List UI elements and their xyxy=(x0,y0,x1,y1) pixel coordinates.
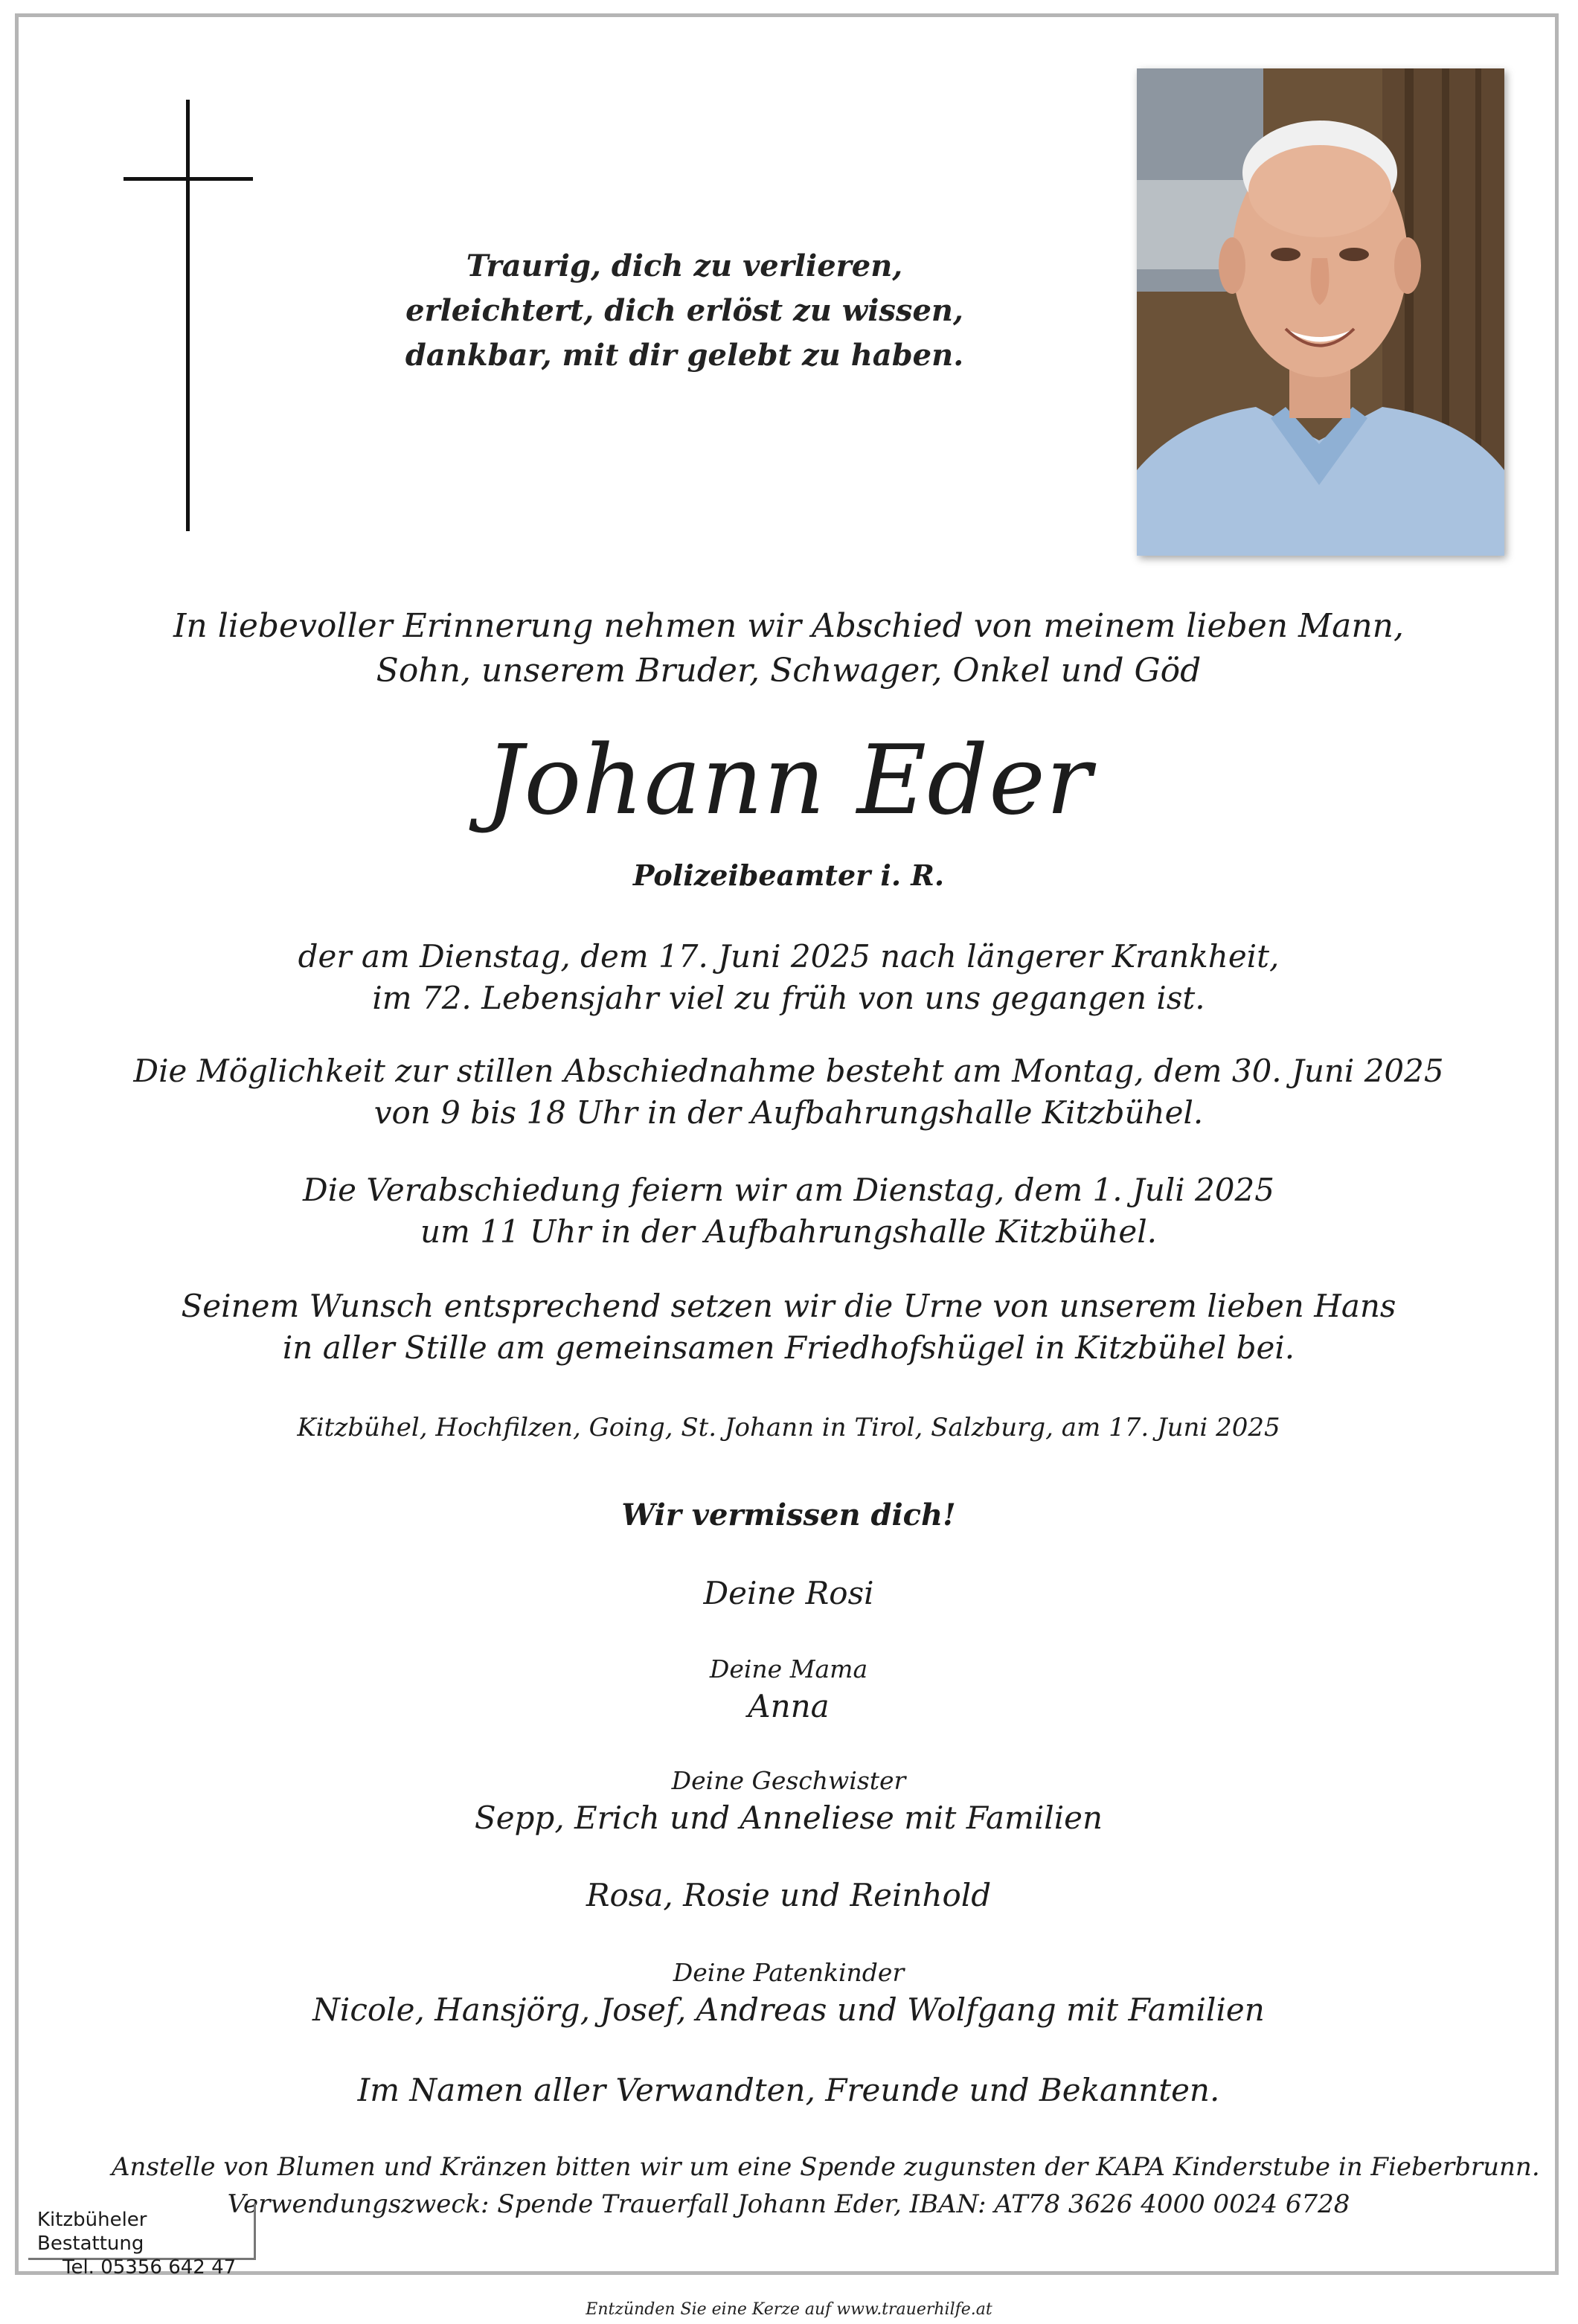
urn-paragraph xyxy=(89,1285,1488,1369)
motto-line: erleichtert, dich erlöst zu wissen, xyxy=(405,293,963,328)
funeral-home-logo xyxy=(28,2203,256,2279)
death-paragraph xyxy=(89,936,1488,1019)
footer-link[interactable]: Entzünden Sie eine Kerze auf www.trauerhilfe.at xyxy=(586,2300,992,2319)
funeral-home-name: Kitzbüheler Bestattung xyxy=(37,2209,147,2255)
viewing-paragraph xyxy=(89,1050,1488,1134)
intro-line: In liebevoller Erinnerung nehmen wir Abschied von meinem lieben Mann, xyxy=(173,607,1405,645)
mourner-mother-label: Deine Mama xyxy=(709,1654,868,1683)
mourners-closing: Im Namen aller Verwandten, Freunde und Bekannten. xyxy=(357,2072,1220,2108)
mourner-godchildren-names: Nicole, Hansjörg, Josef, Andreas und Wolfgang mit Familien xyxy=(312,1991,1265,2028)
paragraph-line: von 9 bis 18 Uhr in der Aufbahrungshalle Kitzbühel. xyxy=(373,1094,1204,1131)
paragraph-line: im 72. Lebensjahr viel zu früh von uns gegangen ist. xyxy=(372,980,1205,1016)
places-date: Kitzbühel, Hochfilzen, Going, St. Johann in Tirol, Salzburg, am 17. Juni 2025 xyxy=(297,1413,1280,1442)
intro-line: Sohn, unserem Bruder, Schwager, Onkel und Göd xyxy=(376,652,1202,690)
intro-text xyxy=(89,604,1488,693)
mourner-godchildren-label: Deine Patenkinder xyxy=(673,1958,905,1987)
farewell-paragraph xyxy=(89,1169,1488,1253)
donation-note xyxy=(112,2148,1540,2223)
mourner-mother-name: Anna xyxy=(748,1688,830,1724)
motto-line: Traurig, dich zu verlieren, xyxy=(466,248,903,283)
paragraph-line: in aller Stille am gemeinsamen Friedhofshügel in Kitzbühel bei. xyxy=(282,1329,1295,1366)
mourner-siblings-names: Sepp, Erich und Anneliese mit Familien xyxy=(474,1800,1103,1836)
mourner-others: Rosa, Rosie und Reinhold xyxy=(586,1877,992,1913)
motto xyxy=(312,244,1056,378)
cross-icon-vertical xyxy=(186,100,190,531)
motto-line: dankbar, mit dir gelebt zu haben. xyxy=(405,338,964,373)
funeral-home-phone: Tel. 05356 642 47 xyxy=(62,2256,237,2279)
mourner-siblings-label: Deine Geschwister xyxy=(671,1766,906,1795)
paragraph-line: der am Dienstag, dem 17. Juni 2025 nach längerer Krankheit, xyxy=(298,938,1280,975)
donation-line: Anstelle von Blumen und Kränzen bitten wir um eine Spende zugunsten der KAPA Kinderstube in Fieberbrunn. xyxy=(112,2152,1540,2182)
paragraph-line: um 11 Uhr in der Aufbahrungshalle Kitzbühel. xyxy=(420,1213,1157,1250)
paragraph-line: Die Möglichkeit zur stillen Abschiednahme besteht am Montag, dem 30. Juni 2025 xyxy=(133,1053,1444,1089)
portrait-photo xyxy=(1137,68,1504,556)
cross-icon-horizontal xyxy=(124,177,253,181)
paragraph-line: Seinem Wunsch entsprechend setzen wir die Urne von unserem lieben Hans xyxy=(181,1288,1396,1324)
mourners-headline: Wir vermissen dich! xyxy=(621,1498,956,1532)
donation-line: Verwendungszweck: Spende Trauerfall Johann Eder, IBAN: AT78 3626 4000 0024 6728 xyxy=(227,2189,1350,2219)
paragraph-line: Die Verabschiedung feiern wir am Dienstag, dem 1. Juli 2025 xyxy=(303,1172,1274,1208)
deceased-profession: Polizeibeamter i. R. xyxy=(632,858,945,892)
mourner-wife: Deine Rosi xyxy=(703,1575,874,1611)
deceased-name: Johann Eder xyxy=(485,725,1092,836)
